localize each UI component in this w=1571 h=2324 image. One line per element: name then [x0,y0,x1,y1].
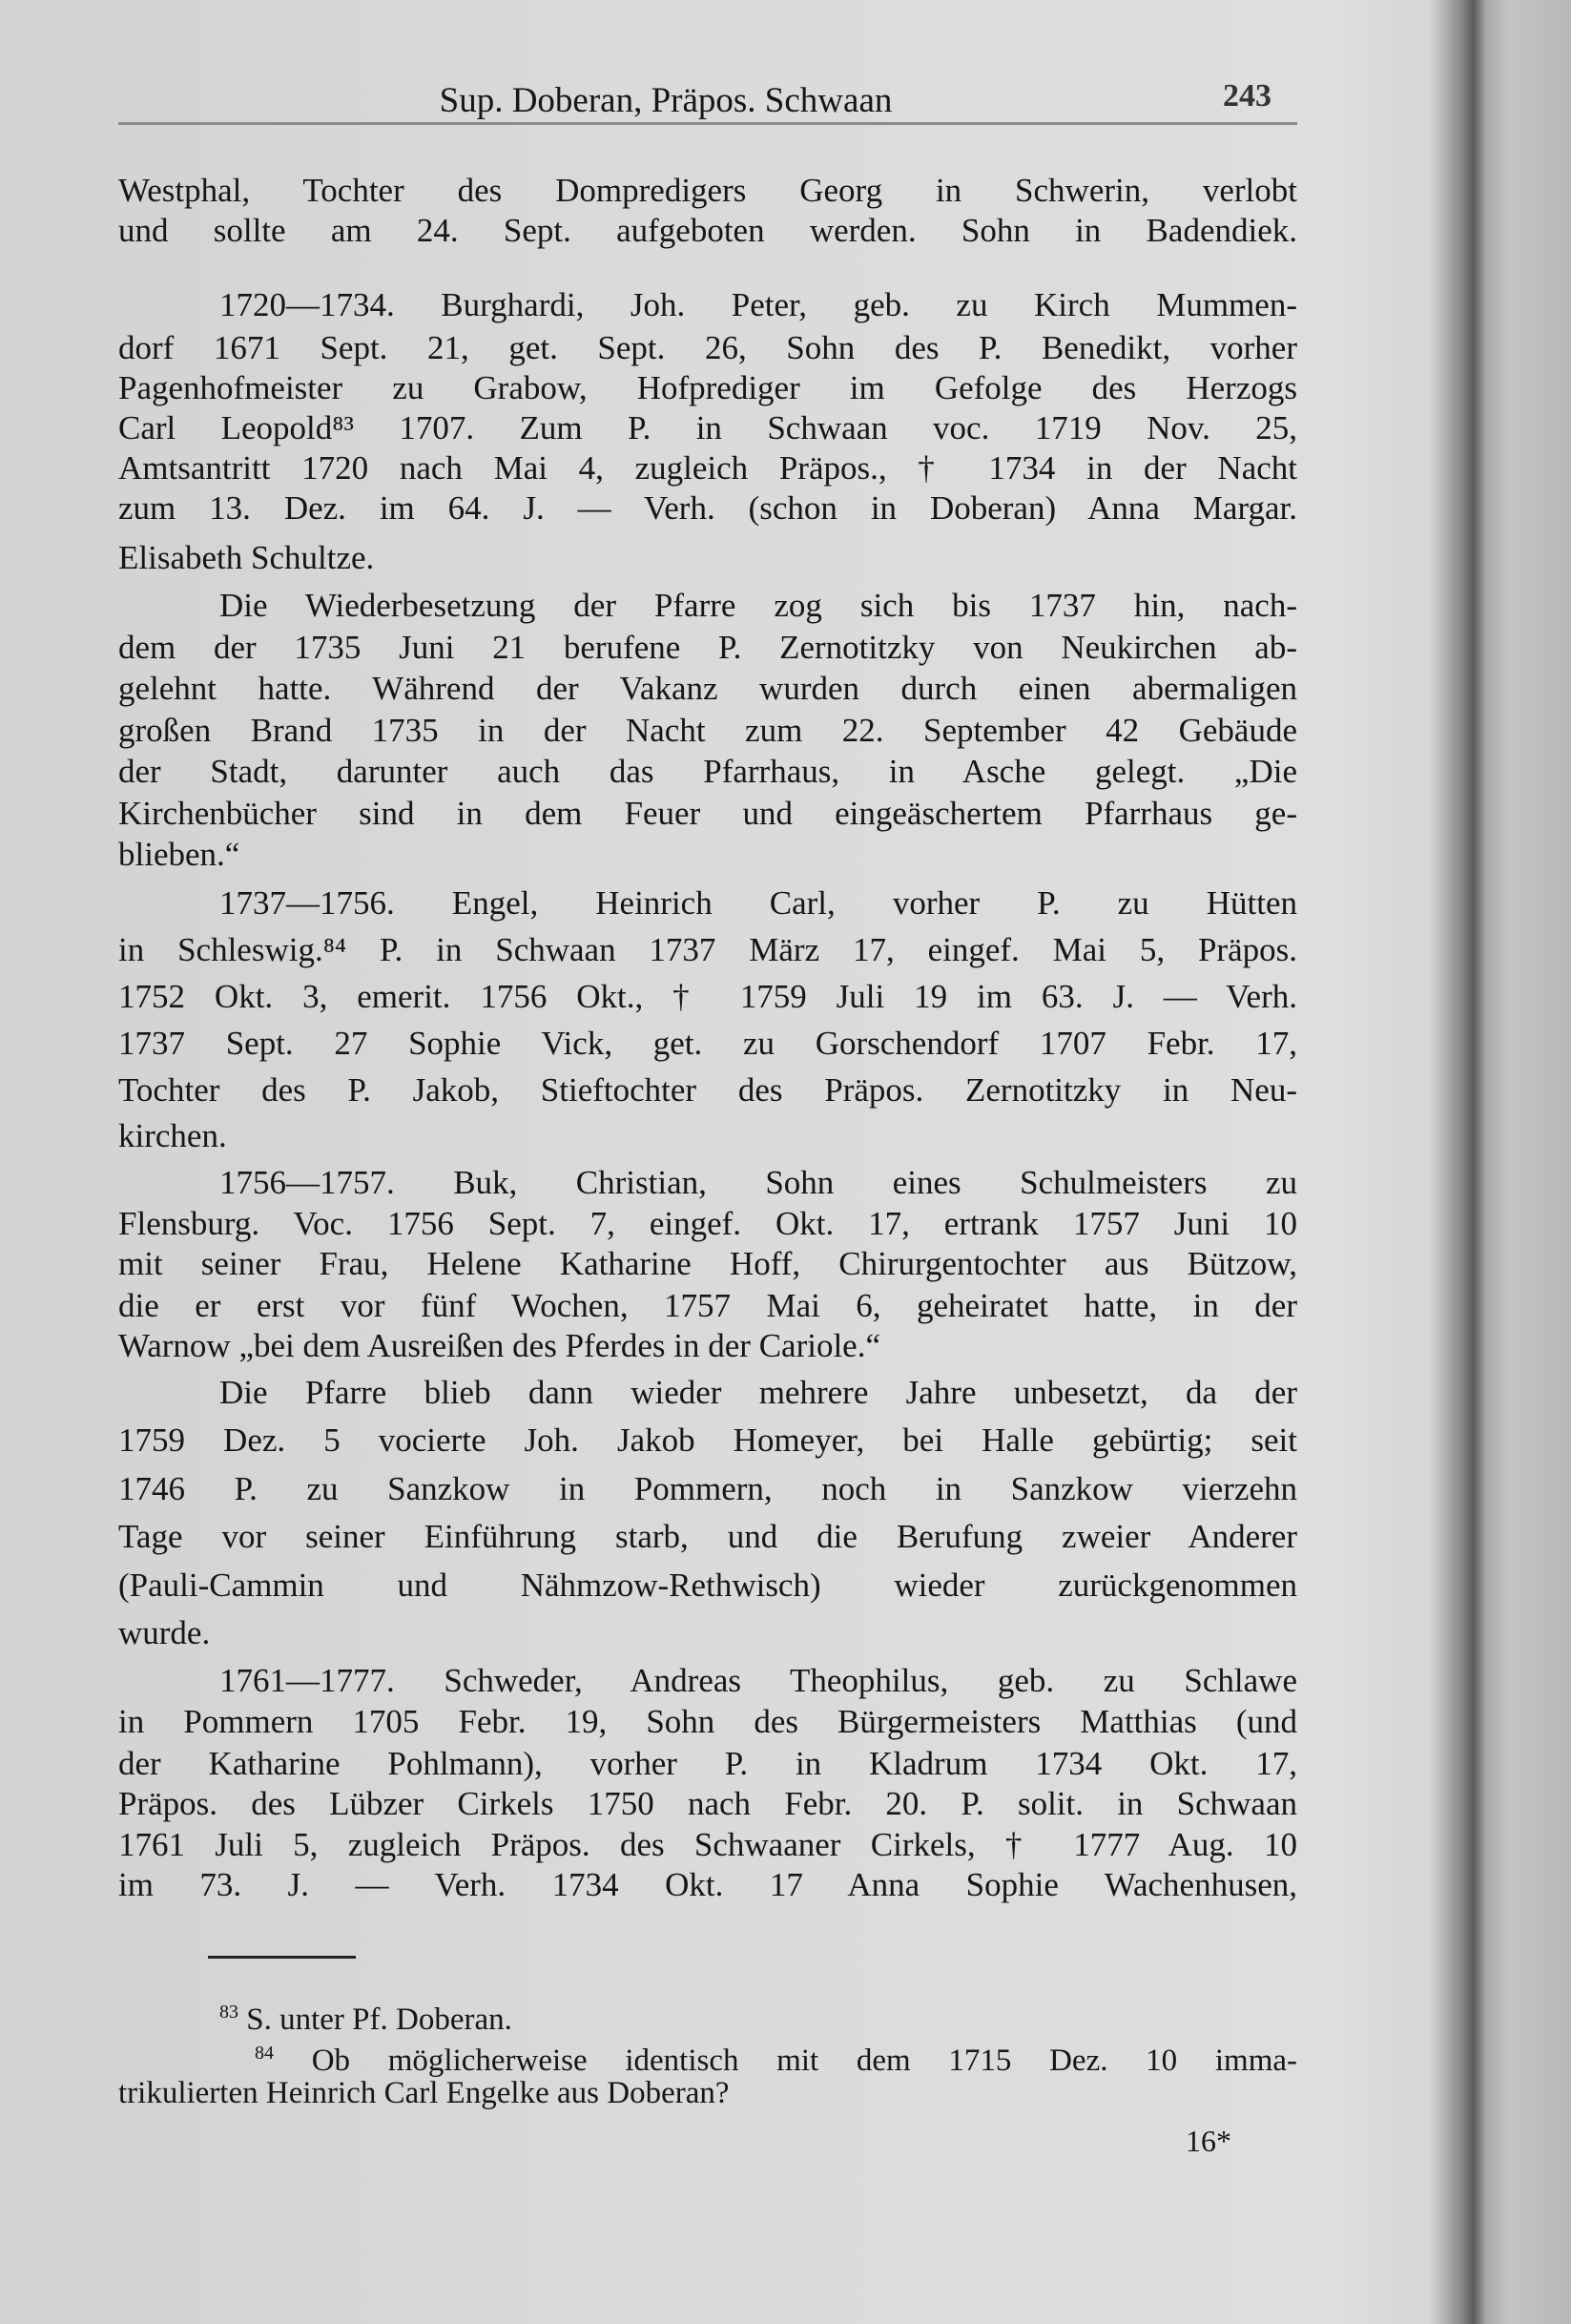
text-line: mit seiner Frau, Helene Katharine Hoff, Chirurgentochter aus Bützow, [118,1245,1297,1282]
footnote-text: Ob möglicherweise identisch mit dem 1715 Dez. 10 imma- [311,2044,1297,2078]
text-line: gelehnt hatte. Während der Vakanz wurden durch einen abermaligen [118,670,1297,707]
text-line: der Stadt, darunter auch das Pfarrhaus, in Asche gelegt. „Die [118,753,1297,790]
footnote-rule [208,1956,356,1959]
text-line: Die Wiederbesetzung der Pfarre zog sich bis 1737 hin, nach- [219,587,1297,624]
text-line: großen Brand 1735 in der Nacht zum 22. September 42 Gebäude [118,712,1297,749]
text-line: kirchen. [118,1117,227,1154]
footnote-number: 83 [219,2002,238,2023]
text-line: 1737 Sept. 27 Sophie Vick, get. zu Gorschendorf 1707 Febr. 17, [118,1025,1297,1062]
text-line: blieben.“ [118,836,240,873]
text-line: dem der 1735 Juni 21 berufene P. Zernotitzky von Neukirchen ab- [118,629,1297,666]
text-line: 1759 Dez. 5 vocierte Joh. Jakob Homeyer, bei Halle gebürtig; seit [118,1421,1297,1459]
text-line: Amtsantritt 1720 nach Mai 4, zugleich Präpos., † 1734 in der Nacht [118,449,1297,487]
text-line: Westphal, Tochter des Dompredigers Georg in Schwerin, verlobt [118,172,1297,209]
text-line: Pagenhofmeister zu Grabow, Hofprediger im Gefolge des Herzogs [118,369,1297,406]
text-line: Warnow „bei dem Ausreißen des Pferdes in der Cariole.“ [118,1327,881,1364]
text-line: 1761—1777. Schweder, Andreas Theophilus, geb. zu Schlawe [219,1662,1297,1699]
text-line: 1761 Juli 5, zugleich Präpos. des Schwaaner Cirkels, † 1777 Aug. 10 [118,1826,1297,1863]
text-line: Flensburg. Voc. 1756 Sept. 7, eingef. Okt. 17, ertrank 1757 Juni 10 [118,1205,1297,1242]
text-line: 1720—1734. Burghardi, Joh. Peter, geb. zu Kirch Mummen- [219,286,1297,323]
text-line: 1746 P. zu Sanzkow in Pommern, noch in Sanzkow vierzehn [118,1470,1297,1507]
text-line: Kirchenbücher sind in dem Feuer und eingeäschertem Pfarrhaus ge- [118,795,1297,832]
text-line: Die Pfarre blieb dann wieder mehrere Jahre unbesetzt, da der [219,1374,1297,1411]
text-line: zum 13. Dez. im 64. J. — Verh. (schon in Doberan) Anna Margar. [118,489,1297,527]
signature-mark: 16* [1186,2124,1231,2158]
footnote-text: S. unter Pf. Doberan. [246,2002,512,2037]
text-line: 1756—1757. Buk, Christian, Sohn eines Schulmeisters zu [219,1164,1297,1201]
text-line: die er erst vor fünf Wochen, 1757 Mai 6, geheiratet hatte, in der [118,1287,1297,1324]
text-line: der Katharine Pohlmann), vorher P. in Kladrum 1734 Okt. 17, [118,1745,1297,1782]
text-line: Elisabeth Schultze. [118,539,375,576]
page-number: 243 [1223,78,1271,114]
text-line: Präpos. des Lübzer Cirkels 1750 nach Febr. 20. P. solit. in Schwaan [118,1785,1297,1822]
text-line: im 73. J. — Verh. 1734 Okt. 17 Anna Sophie Wachenhusen, [118,1866,1297,1903]
footnote-84-continued: trikulierten Heinrich Carl Engelke aus Doberan? [118,2076,730,2110]
text-line: Tage vor seiner Einführung starb, und die Berufung zweier Anderer [118,1518,1297,1555]
text-line: und sollte am 24. Sept. aufgeboten werden. Sohn in Badendiek. [118,212,1297,249]
text-line: (Pauli-Cammin und Nähmzow-Rethwisch) wieder zurückgenommen [118,1567,1297,1604]
text-line: Carl Leopold⁸³ 1707. Zum P. in Schwaan voc. 1719 Nov. 25, [118,409,1297,446]
footnote-number: 84 [255,2043,274,2064]
text-line: in Schleswig.⁸⁴ P. in Schwaan 1737 März 17, eingef. Mai 5, Präpos. [118,931,1297,968]
running-header-title: Sup. Doberan, Präpos. Schwaan [439,81,893,120]
text-line: in Pommern 1705 Febr. 19, Sohn des Bürgermeisters Matthias (und [118,1703,1297,1740]
text-line: wurde. [118,1614,211,1651]
text-line: dorf 1671 Sept. 21, get. Sept. 26, Sohn des P. Benedikt, vorher [118,329,1297,366]
text-line: Tochter des P. Jakob, Stieftochter des Präpos. Zernotitzky in Neu- [118,1071,1297,1109]
header-rule [118,122,1297,125]
text-line: 1752 Okt. 3, emerit. 1756 Okt., † 1759 Juli 19 im 63. J. — Verh. [118,978,1297,1015]
text-line: 1737—1756. Engel, Heinrich Carl, vorher P. zu Hütten [219,884,1297,922]
